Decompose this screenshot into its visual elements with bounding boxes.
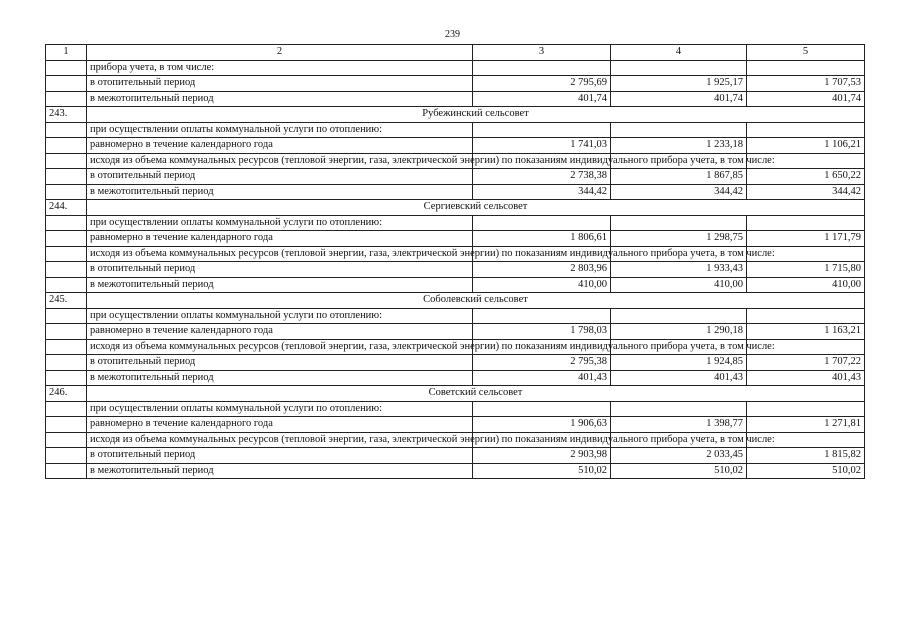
tariff-table bbox=[45, 44, 865, 479]
header-col-5: 5 bbox=[747, 45, 865, 61]
table-row bbox=[46, 277, 865, 293]
row-number-cell bbox=[46, 231, 87, 247]
value-col-3: 410,00 bbox=[473, 277, 611, 293]
table-row bbox=[46, 153, 865, 169]
table-row bbox=[46, 339, 865, 355]
row-number-cell bbox=[46, 122, 87, 138]
value-col-5: 401,74 bbox=[747, 91, 865, 107]
row-number-cell bbox=[46, 169, 87, 185]
table-row bbox=[46, 246, 865, 262]
row-label: в межотопительный период bbox=[87, 184, 473, 200]
value-col-3 bbox=[473, 401, 611, 417]
row-label: прибора учета, в том числе: bbox=[87, 60, 473, 76]
value-col-4: 401,43 bbox=[611, 370, 747, 386]
row-label: исходя из объема коммунальных ресурсов (тепловой энергии, газа, электрической энергии) по показаниям индивидуального прибора учета, в том числе: bbox=[87, 339, 473, 355]
section-title: Рубежинский сельсовет bbox=[87, 107, 865, 123]
row-label: равномерно в течение календарного года bbox=[87, 231, 473, 247]
value-col-3 bbox=[473, 215, 611, 231]
row-number-cell bbox=[46, 432, 87, 448]
value-col-3: 1 806,61 bbox=[473, 231, 611, 247]
table-row bbox=[46, 463, 865, 479]
row-label: в отопительный период bbox=[87, 76, 473, 92]
section-title: Соболевский сельсовет bbox=[87, 293, 865, 309]
row-label: исходя из объема коммунальных ресурсов (тепловой энергии, газа, электрической энергии) по показаниям индивидуального прибора учета, в том числе: bbox=[87, 432, 473, 448]
row-label: в межотопительный период bbox=[87, 277, 473, 293]
value-col-3 bbox=[473, 122, 611, 138]
row-number-cell bbox=[46, 370, 87, 386]
value-col-3 bbox=[473, 60, 611, 76]
value-col-5 bbox=[747, 215, 865, 231]
value-col-4 bbox=[611, 215, 747, 231]
value-col-5 bbox=[747, 401, 865, 417]
row-number-cell bbox=[46, 339, 87, 355]
row-label: равномерно в течение календарного года bbox=[87, 417, 473, 433]
value-col-5: 1 271,81 bbox=[747, 417, 865, 433]
page-number: 239 bbox=[445, 29, 460, 40]
value-col-3 bbox=[473, 308, 611, 324]
section-title: Советский сельсовет bbox=[87, 386, 865, 402]
value-col-4: 510,02 bbox=[611, 463, 747, 479]
row-number-cell bbox=[46, 91, 87, 107]
value-col-4: 401,74 bbox=[611, 91, 747, 107]
value-col-3: 510,02 bbox=[473, 463, 611, 479]
value-col-4: 1 924,85 bbox=[611, 355, 747, 371]
table-row bbox=[46, 76, 865, 92]
row-label: в отопительный период bbox=[87, 448, 473, 464]
row-number-cell bbox=[46, 463, 87, 479]
section-header-row bbox=[46, 293, 865, 309]
value-col-5: 1 707,53 bbox=[747, 76, 865, 92]
row-number-cell bbox=[46, 215, 87, 231]
value-col-4: 1 867,85 bbox=[611, 169, 747, 185]
value-col-5: 1 815,82 bbox=[747, 448, 865, 464]
row-number-cell bbox=[46, 401, 87, 417]
table-row bbox=[46, 138, 865, 154]
table-row bbox=[46, 401, 865, 417]
value-col-4 bbox=[611, 308, 747, 324]
value-col-5: 1 106,21 bbox=[747, 138, 865, 154]
row-number-cell bbox=[46, 184, 87, 200]
row-number-cell bbox=[46, 448, 87, 464]
table-row bbox=[46, 169, 865, 185]
table-row bbox=[46, 308, 865, 324]
value-col-5: 344,42 bbox=[747, 184, 865, 200]
header-col-2: 2 bbox=[87, 45, 473, 61]
table-row bbox=[46, 417, 865, 433]
value-col-5: 510,02 bbox=[747, 463, 865, 479]
row-label: в межотопительный период bbox=[87, 91, 473, 107]
row-label: при осуществлении оплаты коммунальной услуги по отоплению: bbox=[87, 308, 473, 324]
row-number-cell bbox=[46, 417, 87, 433]
table-row bbox=[46, 262, 865, 278]
row-number-cell bbox=[46, 308, 87, 324]
row-label: равномерно в течение календарного года bbox=[87, 324, 473, 340]
value-col-3: 1 741,03 bbox=[473, 138, 611, 154]
row-label: равномерно в течение календарного года bbox=[87, 138, 473, 154]
row-label: исходя из объема коммунальных ресурсов (тепловой энергии, газа, электрической энергии) по показаниям индивидуального прибора учета, в том числе: bbox=[87, 153, 473, 169]
section-title: Сергиевский сельсовет bbox=[87, 200, 865, 216]
row-number-cell bbox=[46, 138, 87, 154]
table-row bbox=[46, 448, 865, 464]
row-number-cell bbox=[46, 60, 87, 76]
row-number-cell bbox=[46, 262, 87, 278]
row-label: в межотопительный период bbox=[87, 463, 473, 479]
value-col-5 bbox=[747, 122, 865, 138]
row-label: исходя из объема коммунальных ресурсов (тепловой энергии, газа, электрической энергии) по показаниям индивидуального прибора учета, в том числе: bbox=[87, 246, 473, 262]
row-number-cell bbox=[46, 153, 87, 169]
section-header-row bbox=[46, 386, 865, 402]
value-col-4: 1 398,77 bbox=[611, 417, 747, 433]
row-label: при осуществлении оплаты коммунальной услуги по отоплению: bbox=[87, 401, 473, 417]
table-row bbox=[46, 432, 865, 448]
row-number-cell bbox=[46, 246, 87, 262]
table-row bbox=[46, 122, 865, 138]
row-label: в отопительный период bbox=[87, 262, 473, 278]
value-col-3: 1 798,03 bbox=[473, 324, 611, 340]
row-label: при осуществлении оплаты коммунальной услуги по отоплению: bbox=[87, 215, 473, 231]
value-col-4: 1 933,43 bbox=[611, 262, 747, 278]
table-row bbox=[46, 215, 865, 231]
value-col-5: 401,43 bbox=[747, 370, 865, 386]
value-col-5 bbox=[747, 60, 865, 76]
row-number-cell bbox=[46, 76, 87, 92]
value-col-3: 401,74 bbox=[473, 91, 611, 107]
section-header-row bbox=[46, 200, 865, 216]
value-col-5: 1 707,22 bbox=[747, 355, 865, 371]
value-col-4 bbox=[611, 60, 747, 76]
header-col-4: 4 bbox=[611, 45, 747, 61]
row-label: в отопительный период bbox=[87, 169, 473, 185]
row-number-cell bbox=[46, 277, 87, 293]
row-label: в отопительный период bbox=[87, 355, 473, 371]
value-col-5: 1 163,21 bbox=[747, 324, 865, 340]
value-col-3: 401,43 bbox=[473, 370, 611, 386]
value-col-4: 2 033,45 bbox=[611, 448, 747, 464]
header-col-3: 3 bbox=[473, 45, 611, 61]
value-col-3: 2 803,96 bbox=[473, 262, 611, 278]
value-col-5: 1 650,22 bbox=[747, 169, 865, 185]
value-col-4 bbox=[611, 401, 747, 417]
value-col-3: 344,42 bbox=[473, 184, 611, 200]
table-row bbox=[46, 60, 865, 76]
value-col-3: 2 903,98 bbox=[473, 448, 611, 464]
value-col-4: 410,00 bbox=[611, 277, 747, 293]
table-row bbox=[46, 355, 865, 371]
value-col-5: 1 171,79 bbox=[747, 231, 865, 247]
value-col-4: 344,42 bbox=[611, 184, 747, 200]
row-label: при осуществлении оплаты коммунальной услуги по отоплению: bbox=[87, 122, 473, 138]
header-row bbox=[46, 45, 865, 61]
row-number-cell bbox=[46, 324, 87, 340]
section-number: 243. bbox=[46, 107, 87, 123]
value-col-5: 410,00 bbox=[747, 277, 865, 293]
value-col-5: 1 715,80 bbox=[747, 262, 865, 278]
section-number: 244. bbox=[46, 200, 87, 216]
value-col-5 bbox=[747, 308, 865, 324]
value-col-3: 2 795,69 bbox=[473, 76, 611, 92]
value-col-4: 1 233,18 bbox=[611, 138, 747, 154]
table-row bbox=[46, 231, 865, 247]
table-row bbox=[46, 370, 865, 386]
value-col-4: 1 298,75 bbox=[611, 231, 747, 247]
value-col-4: 1 925,17 bbox=[611, 76, 747, 92]
table-row bbox=[46, 184, 865, 200]
header-col-1: 1 bbox=[46, 45, 87, 61]
row-number-cell bbox=[46, 355, 87, 371]
section-number: 245. bbox=[46, 293, 87, 309]
value-col-3: 2 738,38 bbox=[473, 169, 611, 185]
row-label: в межотопительный период bbox=[87, 370, 473, 386]
value-col-4 bbox=[611, 122, 747, 138]
section-header-row bbox=[46, 107, 865, 123]
section-number: 246. bbox=[46, 386, 87, 402]
table-row bbox=[46, 91, 865, 107]
table-row bbox=[46, 324, 865, 340]
value-col-3: 1 906,63 bbox=[473, 417, 611, 433]
value-col-3: 2 795,38 bbox=[473, 355, 611, 371]
value-col-4: 1 290,18 bbox=[611, 324, 747, 340]
